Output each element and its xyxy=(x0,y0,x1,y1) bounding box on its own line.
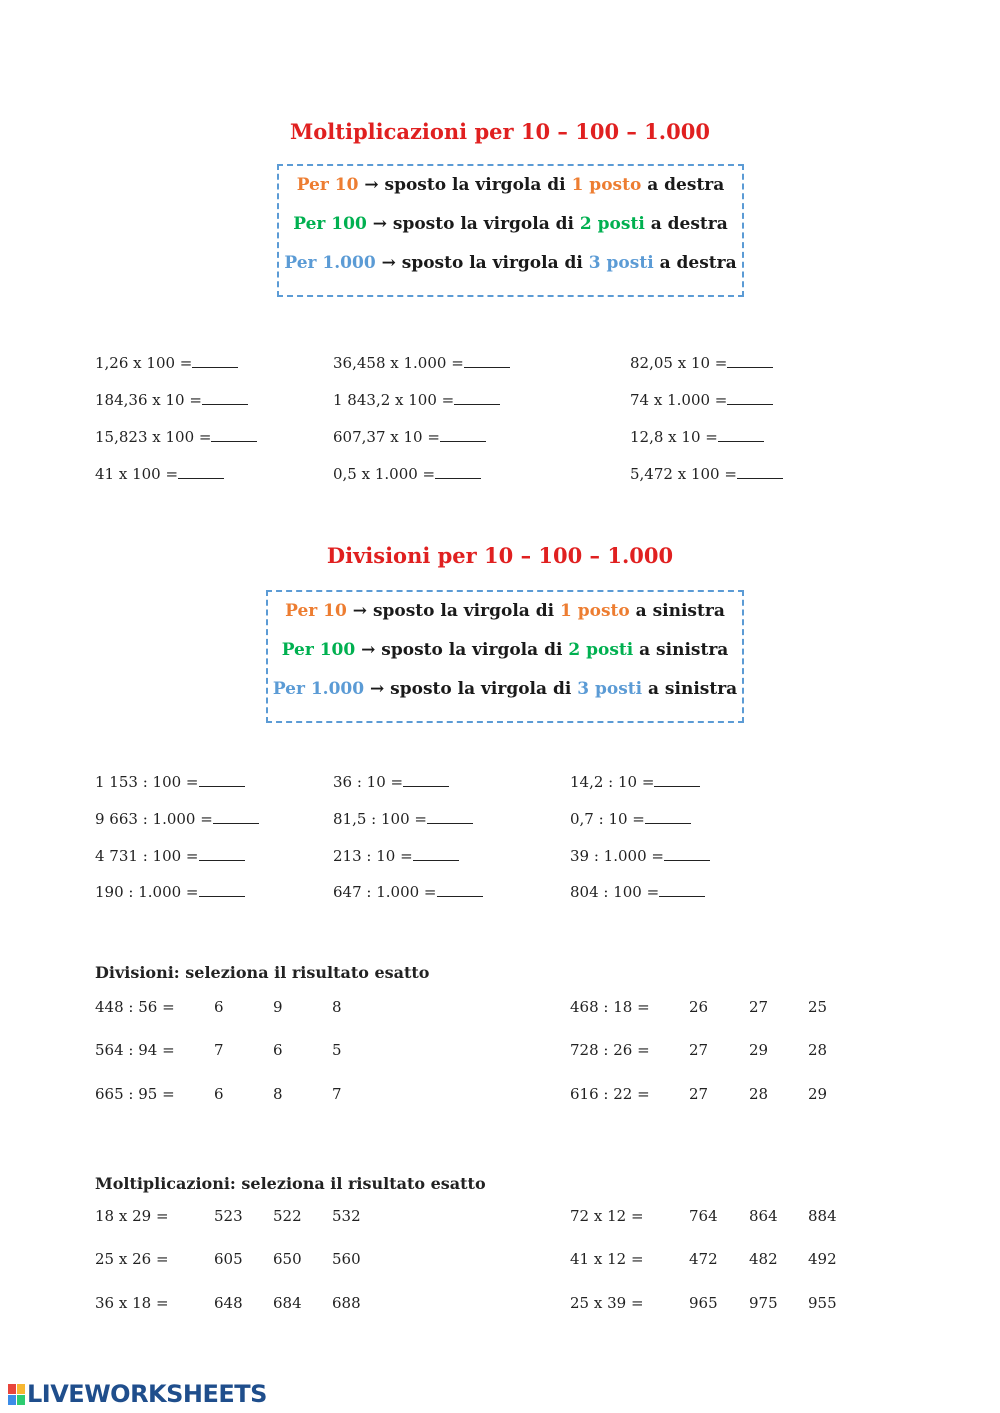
answer-blank[interactable] xyxy=(737,466,783,479)
answer-blank[interactable] xyxy=(654,774,700,787)
answer-option[interactable]: 650 xyxy=(273,1250,302,1268)
question: 448 : 56 = xyxy=(95,998,175,1016)
answer-option[interactable]: 965 xyxy=(689,1294,718,1312)
exercise: 36,458 x 1.000 = xyxy=(333,354,510,372)
answer-option[interactable]: 27 xyxy=(749,998,769,1016)
answer-blank[interactable] xyxy=(727,355,773,368)
answer-option[interactable]: 26 xyxy=(689,998,709,1016)
answer-option[interactable]: 492 xyxy=(808,1250,837,1268)
answer-blank[interactable] xyxy=(202,392,248,405)
answer-option[interactable]: 605 xyxy=(214,1250,243,1268)
answer-option[interactable]: 6 xyxy=(273,1041,283,1059)
division-title: Divisioni per 10 – 100 – 1.000 xyxy=(326,543,674,568)
exercise: 74 x 1.000 = xyxy=(630,391,773,409)
question: 665 : 95 = xyxy=(95,1085,175,1103)
exercise: 0,5 x 1.000 = xyxy=(333,465,481,483)
exercise: 0,7 : 10 = xyxy=(570,810,691,828)
answer-option[interactable]: 25 xyxy=(808,998,828,1016)
question: 18 x 29 = xyxy=(95,1207,169,1225)
question: 72 x 12 = xyxy=(570,1207,644,1225)
logo-text: LIVEWORKSHEETS xyxy=(27,1380,267,1408)
answer-blank[interactable] xyxy=(199,774,245,787)
answer-option[interactable]: 560 xyxy=(332,1250,361,1268)
answer-option[interactable]: 472 xyxy=(689,1250,718,1268)
answer-blank[interactable] xyxy=(664,848,710,861)
answer-blank[interactable] xyxy=(454,392,500,405)
answer-blank[interactable] xyxy=(718,429,764,442)
exercise: 5,472 x 100 = xyxy=(630,465,783,483)
exercise: 1 843,2 x 100 = xyxy=(333,391,500,409)
answer-option[interactable]: 955 xyxy=(808,1294,837,1312)
question: 41 x 12 = xyxy=(570,1250,644,1268)
answer-blank[interactable] xyxy=(659,884,705,897)
question: 564 : 94 = xyxy=(95,1041,175,1059)
answer-blank[interactable] xyxy=(192,355,238,368)
answer-blank[interactable] xyxy=(440,429,486,442)
answer-option[interactable]: 764 xyxy=(689,1207,718,1225)
answer-blank[interactable] xyxy=(727,392,773,405)
exercise: 607,37 x 10 = xyxy=(333,428,486,446)
answer-option[interactable]: 482 xyxy=(749,1250,778,1268)
answer-blank[interactable] xyxy=(464,355,510,368)
multiplication-select-heading: Moltiplicazioni: seleziona il risultato esatto xyxy=(95,1174,486,1193)
multiplication-title: Moltiplicazioni per 10 – 100 – 1.000 xyxy=(290,119,710,144)
question: 25 x 26 = xyxy=(95,1250,169,1268)
rule-line: Per 1.000 → sposto la virgola di 3 posti a sinistra xyxy=(272,679,738,699)
answer-option[interactable]: 29 xyxy=(749,1041,769,1059)
exercise: 15,823 x 100 = xyxy=(95,428,257,446)
answer-option[interactable]: 28 xyxy=(808,1041,828,1059)
multiplication-rules-box xyxy=(277,164,744,297)
exercise: 4 731 : 100 = xyxy=(95,847,245,865)
question: 728 : 26 = xyxy=(570,1041,650,1059)
answer-option[interactable]: 28 xyxy=(749,1085,769,1103)
answer-blank[interactable] xyxy=(403,774,449,787)
answer-option[interactable]: 27 xyxy=(689,1085,709,1103)
answer-blank[interactable] xyxy=(645,811,691,824)
exercise: 41 x 100 = xyxy=(95,465,224,483)
answer-option[interactable]: 522 xyxy=(273,1207,302,1225)
exercise: 804 : 100 = xyxy=(570,883,705,901)
rule-line: Per 10 → sposto la virgola di 1 posto a sinistra xyxy=(285,601,725,621)
answer-option[interactable]: 27 xyxy=(689,1041,709,1059)
answer-option[interactable]: 532 xyxy=(332,1207,361,1225)
answer-blank[interactable] xyxy=(178,466,224,479)
answer-option[interactable]: 7 xyxy=(214,1041,224,1059)
question: 468 : 18 = xyxy=(570,998,650,1016)
answer-option[interactable]: 688 xyxy=(332,1294,361,1312)
answer-option[interactable]: 8 xyxy=(273,1085,283,1103)
answer-blank[interactable] xyxy=(435,466,481,479)
exercise: 1,26 x 100 = xyxy=(95,354,238,372)
exercise: 82,05 x 10 = xyxy=(630,354,773,372)
exercise: 213 : 10 = xyxy=(333,847,459,865)
question: 25 x 39 = xyxy=(570,1294,644,1312)
exercise: 36 : 10 = xyxy=(333,773,449,791)
answer-option[interactable]: 6 xyxy=(214,998,224,1016)
answer-blank[interactable] xyxy=(213,811,259,824)
answer-blank[interactable] xyxy=(413,848,459,861)
answer-option[interactable]: 864 xyxy=(749,1207,778,1225)
answer-option[interactable]: 5 xyxy=(332,1041,342,1059)
answer-blank[interactable] xyxy=(211,429,257,442)
exercise: 9 663 : 1.000 = xyxy=(95,810,259,828)
exercise: 14,2 : 10 = xyxy=(570,773,700,791)
rule-line: Per 10 → sposto la virgola di 1 posto a destra xyxy=(296,175,725,195)
answer-option[interactable]: 684 xyxy=(273,1294,302,1312)
answer-option[interactable]: 648 xyxy=(214,1294,243,1312)
division-rules-box xyxy=(266,590,744,723)
answer-option[interactable]: 884 xyxy=(808,1207,837,1225)
answer-option[interactable]: 6 xyxy=(214,1085,224,1103)
answer-option[interactable]: 7 xyxy=(332,1085,342,1103)
rule-line: Per 1.000 → sposto la virgola di 3 posti a destra xyxy=(284,253,737,273)
answer-option[interactable]: 29 xyxy=(808,1085,828,1103)
exercise: 1 153 : 100 = xyxy=(95,773,245,791)
exercise: 647 : 1.000 = xyxy=(333,883,483,901)
answer-blank[interactable] xyxy=(199,848,245,861)
answer-option[interactable]: 9 xyxy=(273,998,283,1016)
exercise: 81,5 : 100 = xyxy=(333,810,473,828)
answer-blank[interactable] xyxy=(427,811,473,824)
answer-option[interactable]: 975 xyxy=(749,1294,778,1312)
exercise: 184,36 x 10 = xyxy=(95,391,248,409)
answer-blank[interactable] xyxy=(199,884,245,897)
logo-blocks-icon xyxy=(8,1384,25,1405)
rule-line: Per 100 → sposto la virgola di 2 posti a destra xyxy=(293,214,728,234)
exercise: 190 : 1.000 = xyxy=(95,883,245,901)
exercise: 39 : 1.000 = xyxy=(570,847,710,865)
exercise: 12,8 x 10 = xyxy=(630,428,764,446)
answer-option[interactable]: 523 xyxy=(214,1207,243,1225)
liveworksheets-logo[interactable] xyxy=(8,1380,267,1408)
question: 36 x 18 = xyxy=(95,1294,169,1312)
rule-line: Per 100 → sposto la virgola di 2 posti a sinistra xyxy=(281,640,729,660)
division-select-heading: Divisioni: seleziona il risultato esatto xyxy=(95,963,430,982)
question: 616 : 22 = xyxy=(570,1085,650,1103)
answer-option[interactable]: 8 xyxy=(332,998,342,1016)
answer-blank[interactable] xyxy=(437,884,483,897)
